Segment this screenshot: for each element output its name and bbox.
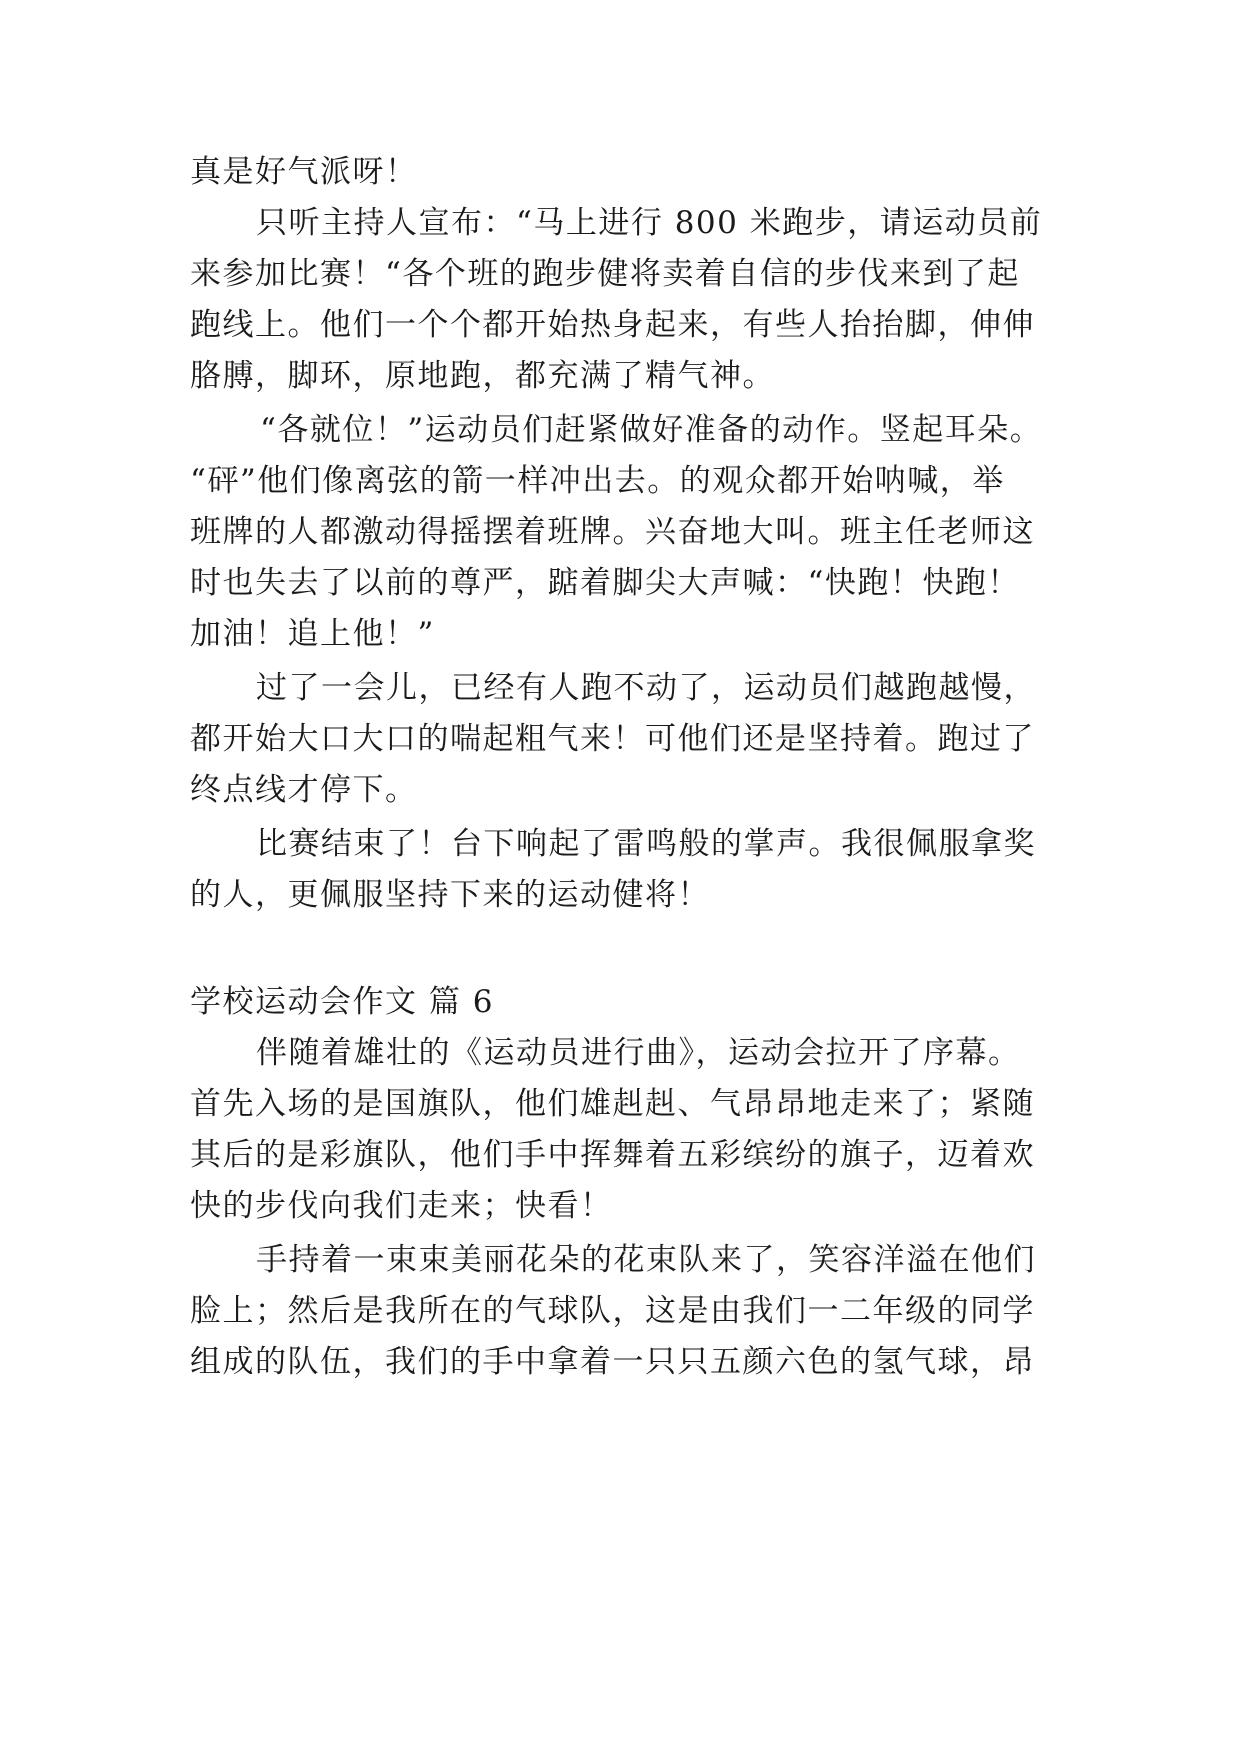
paragraph-line: 伴随着雄壮的《运动员进行曲》，运动会拉开了序幕。 — [256, 1035, 1021, 1071]
paragraph-line: 来参加比赛！“各个班的跑步健将卖着自信的步伐来到了起 — [190, 256, 1020, 292]
paragraph-line: 胳膊，脚环，原地跑，都充满了精气神。 — [190, 358, 775, 394]
section-heading: 学校运动会作文 篇 6 — [190, 984, 494, 1020]
paragraph-line: 班牌的人都激动得摇摆着班牌。兴奋地大叫。班主任老师这 — [190, 514, 1035, 550]
paragraph-line: 的人，更佩服坚持下来的运动健将！ — [190, 877, 710, 913]
paragraph-line: 首先入场的是国旗队，他们雄赳赳、气昂昂地走来了；紧随 — [190, 1086, 1035, 1122]
paragraph-line: 只听主持人宣布：“马上进行 800 米跑步，请运动员前 — [256, 205, 1043, 241]
paragraph-line: 跑线上。他们一个个都开始热身起来，有些人抬抬脚，伸伸 — [190, 307, 1035, 343]
paragraph-line: 都开始大口大口的喘起粗气来！可他们还是坚持着。跑过了 — [190, 721, 1035, 757]
paragraph-line: 终点线才停下。 — [190, 772, 418, 808]
paragraph-line: 比赛结束了！台下响起了雷鸣般的掌声。我很佩服拿奖 — [256, 826, 1036, 862]
paragraph-line: “各就位！”运动员们赶紧做好准备的动作。竖起耳朵。 — [260, 412, 1043, 448]
paragraph-line: 时也失去了以前的尊严，踮着脚尖大声喊：“快跑！快跑！ — [190, 565, 1020, 601]
paragraph-line: 组成的队伍，我们的手中拿着一只只五颜六色的氢气球，昂 — [190, 1344, 1035, 1380]
paragraph-line: “砰”他们像离弦的箭一样冲出去。的观众都开始呐喊，举 — [190, 463, 1005, 499]
paragraph-line: 手持着一束束美丽花朵的花束队来了，笑容洋溢在他们 — [256, 1242, 1036, 1278]
paragraph-line: 加油！追上他！” — [190, 616, 435, 652]
paragraph-line: 快的步伐向我们走来；快看！ — [190, 1188, 613, 1224]
paragraph-line: 脸上；然后是我所在的气球队，这是由我们一二年级的同学 — [190, 1293, 1035, 1329]
paragraph-line: 其后的是彩旗队，他们手中挥舞着五彩缤纷的旗子，迈着欢 — [190, 1137, 1035, 1173]
paragraph-line: 过了一会儿，已经有人跑不动了，运动员们越跑越慢， — [256, 670, 1036, 706]
paragraph-line: 真是好气派呀！ — [190, 154, 418, 190]
